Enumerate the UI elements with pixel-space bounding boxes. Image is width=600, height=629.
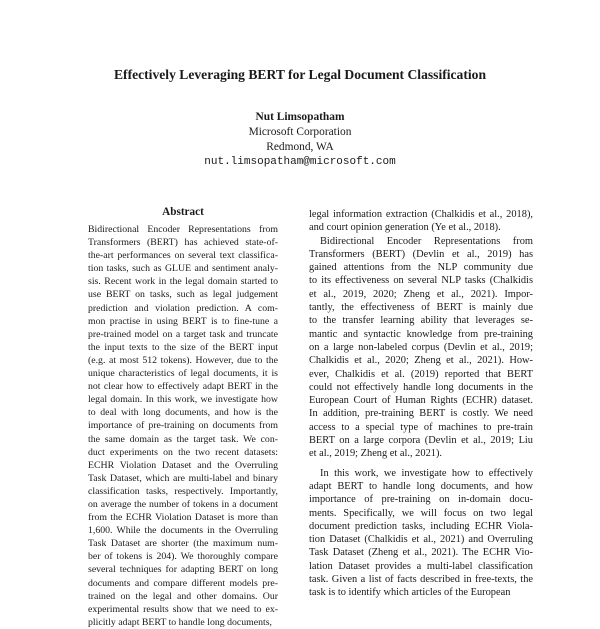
text-line: classification tasks, respectively. Importantly,: [88, 485, 278, 497]
text-line: unique characteristics of legal documents, it is: [88, 368, 278, 380]
text-line: 1,600. While the documents in the Overruling: [88, 525, 278, 537]
paragraph-3: [309, 461, 533, 600]
text-line: tantly, the effectiveness of BERT is mainly due: [309, 302, 533, 314]
text-line: on a large non-labeled corpus (Devlin et al., 2019;: [309, 341, 533, 353]
text-line: and court opinion generation (Ye et al., 2018).: [309, 222, 501, 234]
text-line: gained attentions from the NLP community due: [309, 262, 533, 274]
text-line: documents and compare different models pre-: [88, 577, 278, 589]
text-line: duct experiments on the two recent datasets:: [88, 446, 278, 458]
abstract-heading: Abstract: [162, 206, 204, 218]
text-line: experimental results show that we need to ex-: [88, 603, 278, 615]
author-email[interactable]: nut.limsopatham@microsoft.com: [204, 156, 396, 168]
author-location: Redmond, WA: [266, 141, 334, 153]
author-block: [0, 110, 600, 170]
paper-title: Effectively Leveraging BERT for Legal Document Classification: [113, 67, 487, 82]
abstract-body: [88, 223, 278, 629]
text-line: BERT on a large corpora (Devlin et al., 2019; Liu: [309, 435, 533, 447]
text-line: not clear how to effectively adapt BERT in the: [88, 381, 278, 393]
text-line: et al., 2019; Zheng et al., 2021).: [309, 448, 443, 460]
text-line: plicitly adapt BERT to handle long documents,: [88, 616, 272, 628]
text-line: mon practise in using BERT is to fine-tune a: [88, 315, 278, 327]
text-line: tion tasks, such as GLUE and sentiment analy-: [88, 263, 278, 275]
text-line: Task Dataset are shorter (the maximum num-: [88, 538, 278, 550]
text-line: task is to identify which articles of the European: [309, 587, 511, 599]
text-line: mantic and syntactic knowledge from pre-training: [309, 328, 533, 340]
text-line: the-art performances on several text classifica-: [88, 250, 278, 262]
text-line: use BERT on tasks, such as legal judgement: [88, 289, 278, 301]
text-line: Task Dataset (Zheng et al., 2021). The ECHR Vio-: [309, 547, 533, 559]
text-line: access to a special type of machines to pre-train: [309, 421, 533, 433]
text-line: prediction and violation prediction. A com-: [88, 302, 278, 314]
text-line: tion Dataset (Chalkidis et al., 2021) and Overruling: [309, 534, 533, 546]
text-line: trained on the legal and other domains. Our: [88, 590, 278, 602]
introduction-body: [309, 208, 533, 600]
text-line: the same domain as the target task. We con-: [88, 433, 278, 445]
text-line: In this work, we investigate how to effectively: [320, 467, 533, 479]
text-line: In addition, pre-training BERT is costly. We need: [309, 408, 533, 420]
author-affiliation: Microsoft Corporation: [248, 126, 352, 138]
text-line: legal information extraction (Chalkidis et al., 2018),: [309, 209, 533, 220]
text-line: adapt BERT to handle long documents, and how: [309, 480, 533, 492]
paragraph-2: [309, 235, 533, 461]
text-line: several techniques for adapting BERT on long: [88, 564, 278, 576]
text-line: ber of tokens is 204). We thoroughly compare: [88, 551, 278, 563]
text-line: (e.g. at most 512 tokens). However, due to the: [88, 354, 278, 366]
text-line: sis. Recent work in the legal domain started to: [88, 276, 278, 288]
text-line: ments. Specifically, we will focus on two legal: [309, 507, 533, 519]
author-name: Nut Limsopatham: [255, 111, 345, 123]
paragraph-1: [309, 208, 533, 235]
text-line: legal domain. In this work, we investigate how: [88, 394, 278, 406]
text-line: the input texts to the size of the BERT input: [88, 341, 278, 353]
text-line: Transformers (BERT) (Devlin et al., 2019) has: [309, 248, 533, 260]
text-line: ECHR Violation Dataset and the Overruling: [88, 459, 278, 471]
text-line: Bidirectional Encoder Representations from: [88, 224, 278, 235]
text-line: lation Dataset provides a multi-label classification: [309, 560, 533, 572]
text-line: to deal with long documents, and how is the: [88, 407, 278, 419]
text-line: importance of pre-training on in-domain docu-: [309, 494, 533, 506]
text-line: task. Given a list of facts described in free-texts, the: [309, 574, 533, 586]
text-line: European Court of Human Rights (ECHR) dataset.: [309, 395, 533, 407]
text-line: ever, Chalkidis et al. (2019) reported that BERT: [309, 368, 533, 380]
text-line: document prediction tasks, including ECHR Viola-: [309, 520, 533, 532]
text-line: to its effectiveness on several NLP tasks (Chalkidis: [309, 275, 533, 287]
text-line: to the transfer learning ability that leverages se-: [309, 315, 533, 327]
text-line: on average the number of tokens in a document: [88, 498, 278, 510]
text-line: Task Dataset, which are multi-label and binary: [88, 472, 278, 484]
text-line: Transformers (BERT) has achieved state-of-: [88, 237, 278, 249]
text-line: pre-trained model on a target task and truncate: [88, 328, 278, 340]
text-line: Bidirectional Encoder Representations from: [320, 235, 533, 247]
text-line: et al., 2019, 2020; Zheng et al., 2021). Impor-: [309, 288, 533, 300]
text-line: could not effectively handle long documents in the: [309, 381, 533, 393]
text-line: importance of pre-training on documents from: [88, 420, 278, 432]
text-line: from the ECHR Violation Dataset is more than: [88, 512, 278, 524]
text-line: Chalkidis et al., 2020; Zheng et al., 2021). How-: [309, 355, 533, 367]
